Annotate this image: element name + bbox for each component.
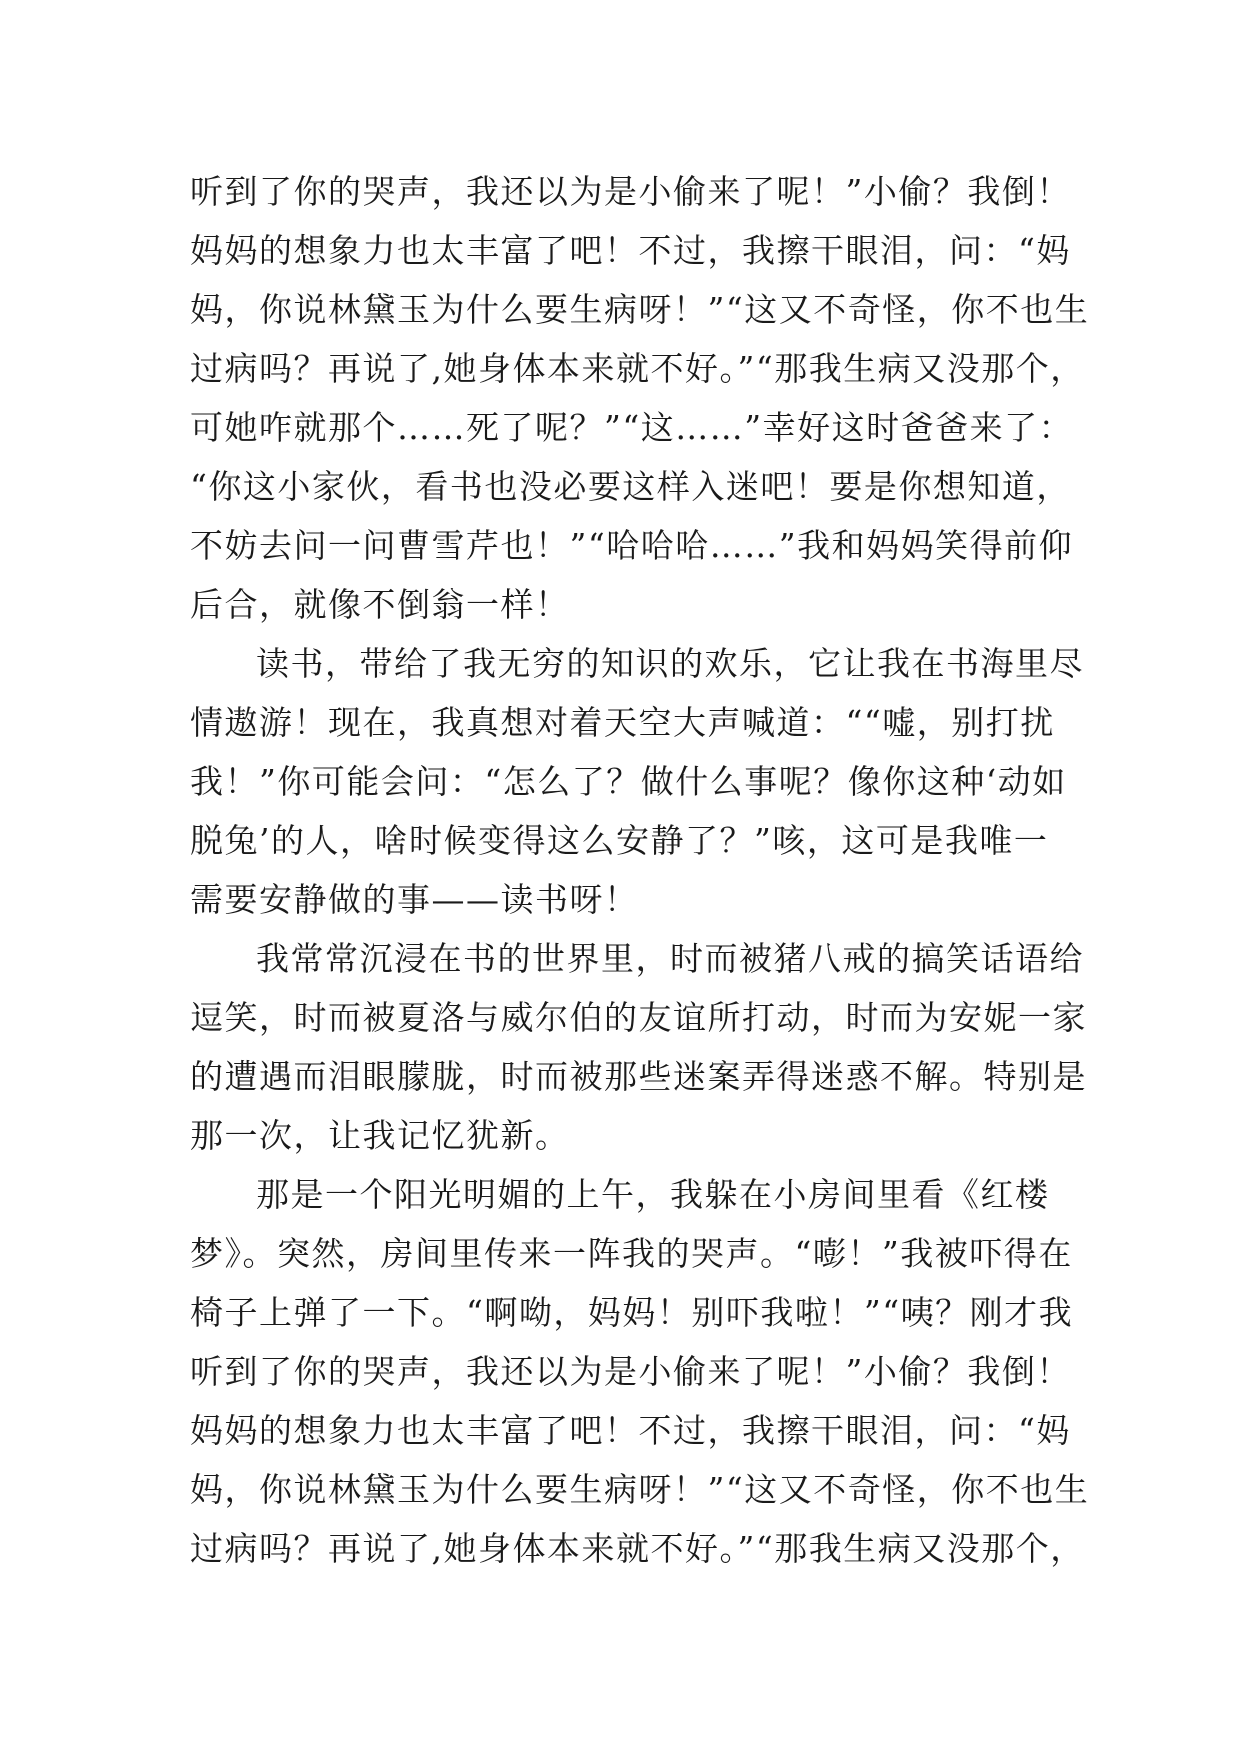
text-line: 梦》。突然，房间里传来一阵我的哭声。“嘭！”我被吓得在	[190, 1234, 1073, 1273]
paragraph-first-line: 那是一个阳光明媚的上午，我躲在小房间里看《红楼	[256, 1175, 1050, 1214]
text-line: 椅子上弹了一下。“啊呦，妈妈！别吓我啦！”“咦？刚才我	[190, 1293, 1074, 1332]
essay-text	[190, 162, 1090, 1578]
text-line: “你这小家伙，看书也没必要这样入迷吧！要是你想知道，	[190, 467, 1071, 506]
text-line: 过病吗？再说了,她身体本来就不好。”“那我生病又没那个，	[190, 1529, 1085, 1568]
text-line: 妈，你说林黛玉为什么要生病呀！”“这又不奇怪，你不也生	[190, 290, 1090, 329]
paragraph-first-line: 我常常沉浸在书的世界里，时而被猪八戒的搞笑话语给	[256, 939, 1084, 978]
paragraph-first-line: 读书，带给了我无穷的知识的欢乐，它让我在书海里尽	[256, 644, 1084, 683]
text-line: 那一次，让我记忆犹新。	[190, 1116, 570, 1155]
text-line: 听到了你的哭声，我还以为是小偷来了呢！”小偷？我倒！	[190, 1352, 1071, 1391]
text-line: 听到了你的哭声，我还以为是小偷来了呢！”小偷？我倒！	[190, 172, 1071, 211]
text-line: 不妨去问一问曹雪芹也！”“哈哈哈……”我和妈妈笑得前仰	[190, 526, 1074, 565]
text-line: 妈妈的想象力也太丰富了吧！不过，我擦干眼泪，问：“妈	[190, 231, 1071, 270]
text-line: 妈，你说林黛玉为什么要生病呀！”“这又不奇怪，你不也生	[190, 1470, 1090, 1509]
text-line: 妈妈的想象力也太丰富了吧！不过，我擦干眼泪，问：“妈	[190, 1411, 1071, 1450]
text-line: 情遨游！现在，我真想对着天空大声喊道：““嘘，别打扰	[190, 703, 1055, 742]
text-line: 需要安静做的事——读书呀！	[190, 880, 639, 919]
text-line: 逗笑，时而被夏洛与威尔伯的友谊所打动，时而为安妮一家	[190, 998, 1087, 1037]
text-line: 可她咋就那个……死了呢？”“这……”幸好这时爸爸来了：	[190, 408, 1074, 447]
text-line: 脱兔’的人，啥时候变得这么安静了？”咳，这可是我唯一	[190, 821, 1049, 860]
text-line: 后合，就像不倒翁一样！	[190, 585, 570, 624]
text-line: 的遭遇而泪眼朦胧，时而被那些迷案弄得迷惑不解。特别是	[190, 1057, 1087, 1096]
text-line: 过病吗？再说了,她身体本来就不好。”“那我生病又没那个，	[190, 349, 1085, 388]
text-line: 我！”你可能会问：“怎么了？做什么事呢？像你这种‘动如	[190, 762, 1067, 801]
